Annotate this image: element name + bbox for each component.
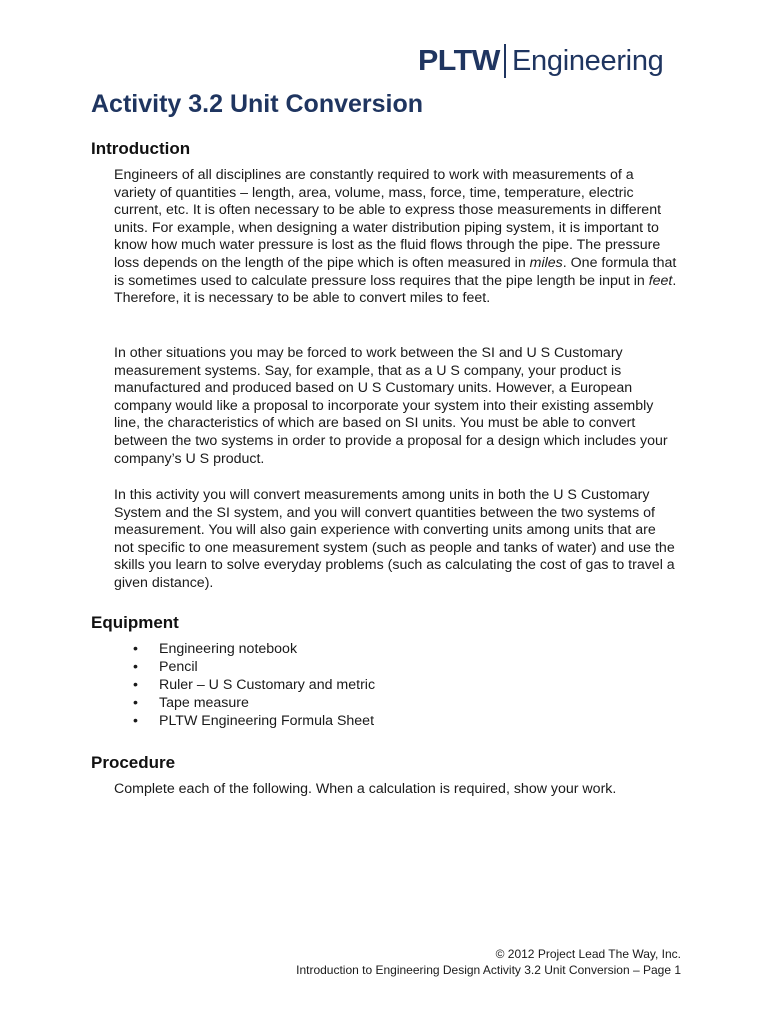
equipment-item-label: Engineering notebook <box>159 641 298 657</box>
intro-p1-miles: miles <box>529 254 563 271</box>
intro-p1-part-a: Engineers of all disciplines are constantly required to work with measurements of a variety of quantities – length, area, volume, mass, force, time, temperature, electric current, etc. It is often necessary to be able to express those measurements in different units. For example, when designing a water distribution piping system, it is important to know how much water pressure is lost as the fluid flows through the pipe. The pressure loss depends on the length of the pipe which is often measured in <box>114 167 662 271</box>
list-item <box>133 641 375 659</box>
list-item <box>133 695 375 713</box>
equipment-item-label: PLTW Engineering Formula Sheet <box>159 712 375 729</box>
procedure-text: Complete each of the following. When a calculation is required, show your work. <box>114 781 617 797</box>
footer-copyright: © 2012 Project Lead The Way, Inc. <box>495 947 681 961</box>
page-footer <box>296 947 681 978</box>
intro-p1-part-b: . One formula that is sometimes used to calculate pressure loss requires that the pipe length be input in <box>114 254 677 289</box>
footer-page-label: Introduction to Engineering Design Activity 3.2 Unit Conversion – Page 1 <box>296 962 681 977</box>
equipment-item-label: Pencil <box>159 658 198 675</box>
intro-paragraph-3: In this activity you will convert measurements among units in both the U S Customary System and the SI system, and you will convert quantities between the two systems of measurement. You will also gain experience with converting units among units that are not specific to one measurement system (such as people and tanks of water) and use the skills you learn to solve everyday problems (such as calculating the cost of gas to travel a given distance). <box>114 487 675 591</box>
intro-paragraph-2: In other situations you may be forced to work between the SI and U S Customary measurement systems. Say, for example, that as a U S company, your product is manufactured and produced based on U S Customary units. However, a European company would like a proposal to incorporate your system into their existing assembly line, the characteristics of which are based on SI units. You must be able to convert between the two systems in order to provide a proposal for a design which includes your company’s U S product. <box>114 345 668 467</box>
bullet-icon: • <box>133 676 138 693</box>
equipment-item-label: Ruler – U S Customary and metric <box>159 676 376 693</box>
equipment-item-label: Tape measure <box>159 694 249 711</box>
intro-p1-feet: feet <box>648 272 673 289</box>
equipment-heading: Equipment <box>91 613 179 632</box>
list-item <box>133 659 375 677</box>
intro-paragraph-1 <box>114 167 679 308</box>
logo-divider <box>504 44 506 78</box>
page-title: Activity 3.2 Unit Conversion <box>91 90 424 118</box>
procedure-heading: Procedure <box>91 753 176 772</box>
logo-suffix: Engineering <box>512 44 664 77</box>
bullet-icon: • <box>133 694 138 711</box>
logo-brand: PLTW <box>418 44 500 77</box>
bullet-icon: • <box>133 658 138 675</box>
intro-p1-part-c: . Therefore, it is necessary to be able to convert miles to feet. <box>114 272 677 307</box>
introduction-heading: Introduction <box>91 139 191 158</box>
list-item <box>133 713 375 731</box>
bullet-icon: • <box>133 641 138 657</box>
bullet-icon: • <box>133 712 138 729</box>
equipment-list <box>133 641 375 731</box>
pltw-engineering-logo <box>418 44 664 78</box>
list-item <box>133 677 375 695</box>
